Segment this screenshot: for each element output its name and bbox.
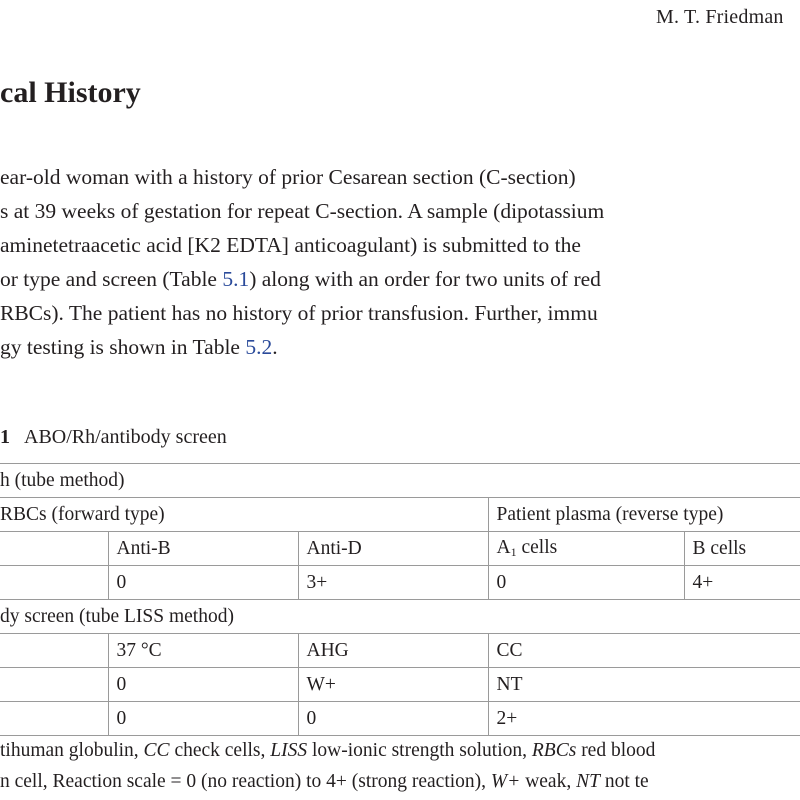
- table-row: [0, 600, 800, 634]
- col-cc: CC: [488, 634, 800, 668]
- col-b-cells: B cells: [684, 532, 800, 566]
- screen2-37c: 0: [108, 702, 298, 736]
- table-reference-link[interactable]: 5.1: [222, 267, 250, 291]
- forward-type-header: RBCs (forward type): [0, 498, 488, 532]
- body-line: s at 39 weeks of gestation for repeat C-section. A sample (dipotassium: [0, 199, 605, 223]
- result-b-cells: 4+: [684, 566, 800, 600]
- table-cell: [0, 702, 108, 736]
- reverse-type-header: Patient plasma (reverse type): [488, 498, 800, 532]
- screen2-ahg: 0: [298, 702, 488, 736]
- body-text-span: or type and screen (Table: [0, 267, 223, 291]
- table-footnote: [0, 735, 800, 797]
- aborh-section-header: h (tube method): [0, 464, 800, 498]
- col-37c: 37 °C: [108, 634, 298, 668]
- body-text-span: gy testing is shown in Table: [0, 335, 246, 359]
- result-anti-d: 3+: [298, 566, 488, 600]
- col-anti-b: Anti-B: [108, 532, 298, 566]
- body-text-span: .: [272, 335, 278, 359]
- body-line: aminetetraacetic acid [K2 EDTA] anticoagulant) is submitted to the: [0, 233, 581, 257]
- footnote-line: n cell, Reaction scale = 0 (no reaction) to 4+ (strong reaction), W+ weak, NT not te: [0, 771, 649, 792]
- table-row: [0, 464, 800, 498]
- antibody-screen-header: dy screen (tube LISS method): [0, 600, 800, 634]
- body-text-span: ) along with an order for two units of red: [249, 267, 601, 291]
- table-cell: [0, 668, 108, 702]
- screen1-cc: NT: [488, 668, 800, 702]
- table-row: [0, 702, 800, 736]
- table-row: [0, 668, 800, 702]
- body-line: [0, 262, 601, 296]
- body-line: ear-old woman with a history of prior Cesarean section (C-section): [0, 165, 576, 189]
- table-row: [0, 532, 800, 566]
- table-cell: [0, 566, 108, 600]
- screen1-ahg: W+: [298, 668, 488, 702]
- running-head: M. T. Friedman: [656, 6, 784, 28]
- body-line: RBCs). The patient has no history of prior transfusion. Further, immu: [0, 301, 598, 325]
- table-title: ABO/Rh/antibody screen: [24, 426, 227, 448]
- table-reference-link[interactable]: 5.2: [245, 335, 273, 359]
- table-label: 1: [0, 426, 10, 448]
- table-caption: [0, 426, 227, 449]
- screen2-cc: 2+: [488, 702, 800, 736]
- abo-rh-antibody-table: [0, 463, 800, 736]
- section-title: cal History: [0, 76, 141, 109]
- col-ahg: AHG: [298, 634, 488, 668]
- col-anti-d: Anti-D: [298, 532, 488, 566]
- table-row: [0, 498, 800, 532]
- footnote-line: tihuman globulin, CC check cells, LISS low-ionic strength solution, RBCs red blood: [0, 740, 656, 761]
- body-line: [0, 330, 278, 364]
- screen1-37c: 0: [108, 668, 298, 702]
- result-a1-cells: 0: [488, 566, 684, 600]
- table-row: [0, 566, 800, 600]
- table-row: [0, 634, 800, 668]
- result-anti-b: 0: [108, 566, 298, 600]
- table-cell: [0, 634, 108, 668]
- col-a1-cells: $A_1$ cells: [488, 532, 684, 566]
- table-cell: [0, 532, 108, 566]
